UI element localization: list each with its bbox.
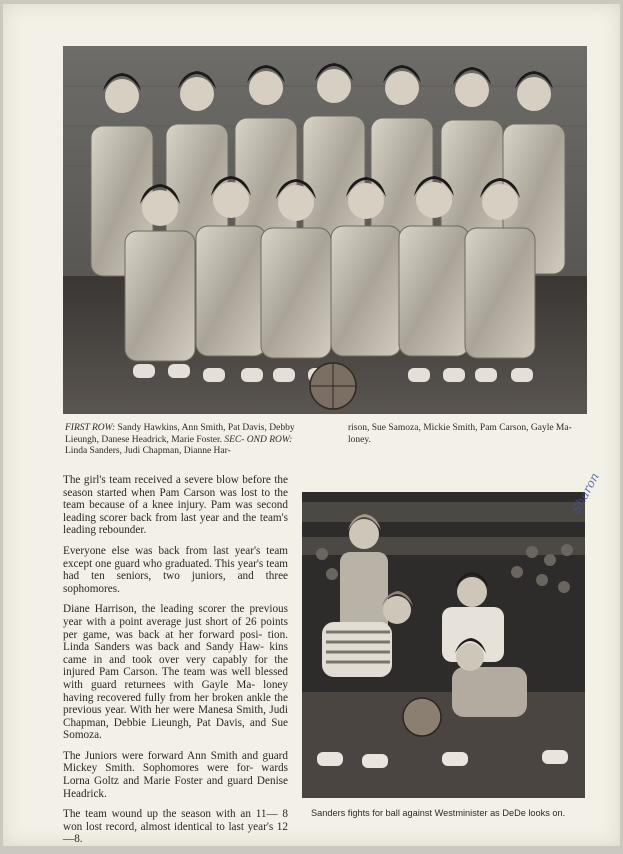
team-caption-left bbox=[65, 423, 315, 458]
second-row-names: Linda Sanders, Judi Chapman, Dianne Har- bbox=[65, 446, 231, 456]
second-row-label: SEC- OND ROW: bbox=[224, 434, 293, 445]
team-photo bbox=[63, 46, 587, 414]
article-text bbox=[63, 474, 288, 854]
article-paragraph: Diane Harrison, the leading scorer the previous year with a point average just short of 26 points per game, was back at her forward posi- tion. Linda Sanders was back and Sandy Haw- kins came in and took over very capably for the injured Pam Carson. The team was well blessed with guard returnees with Gayle Ma- loney having recovered fully from her broken ankle the previous year. With her were Manesa Smith, Judi Chapman, Debbie Lieungh, Pat Davis, and Sue Somoza. bbox=[63, 603, 288, 742]
article-paragraph: The girl's team received a severe blow before the season started when Pam Carson was lost to the team because of a knee injury. Pam was second leading scorer back from last year and the team's leading rebounder. bbox=[63, 474, 288, 537]
first-row-names: Sandy Hawkins, Ann Smith, Pat Davis, Debby Lieungh, Danese Headrick, Marie Foster. bbox=[65, 423, 295, 445]
article-paragraph: The team wound up the season with an 11— 8 won lost record, almost identical to last year's 12—8. bbox=[63, 808, 288, 846]
team-photo-image bbox=[63, 46, 587, 414]
article-paragraph: The Juniors were forward Ann Smith and guard Mickey Smith. Sophomores were for- wards Lorna Goltz and Marie Foster and guard Denise Headrick. bbox=[63, 749, 288, 800]
team-caption-right: rison, Sue Samoza, Mickie Smith, Pam Carson, Gayle Ma- loney. bbox=[348, 423, 572, 445]
game-photo-image bbox=[302, 492, 585, 798]
yearbook-page bbox=[3, 4, 620, 846]
game-photo-caption: Sanders fights for ball against Westminister as DeDe looks on. bbox=[311, 808, 566, 818]
handwritten-signature: Sharon bbox=[569, 470, 602, 516]
first-row-label: FIRST ROW: bbox=[65, 423, 116, 433]
game-photo bbox=[302, 492, 585, 798]
article-paragraph: Everyone else was back from last year's team except one guard who graduated. This year's team had ten seniors, two juniors, and three sophomores. bbox=[63, 544, 288, 595]
